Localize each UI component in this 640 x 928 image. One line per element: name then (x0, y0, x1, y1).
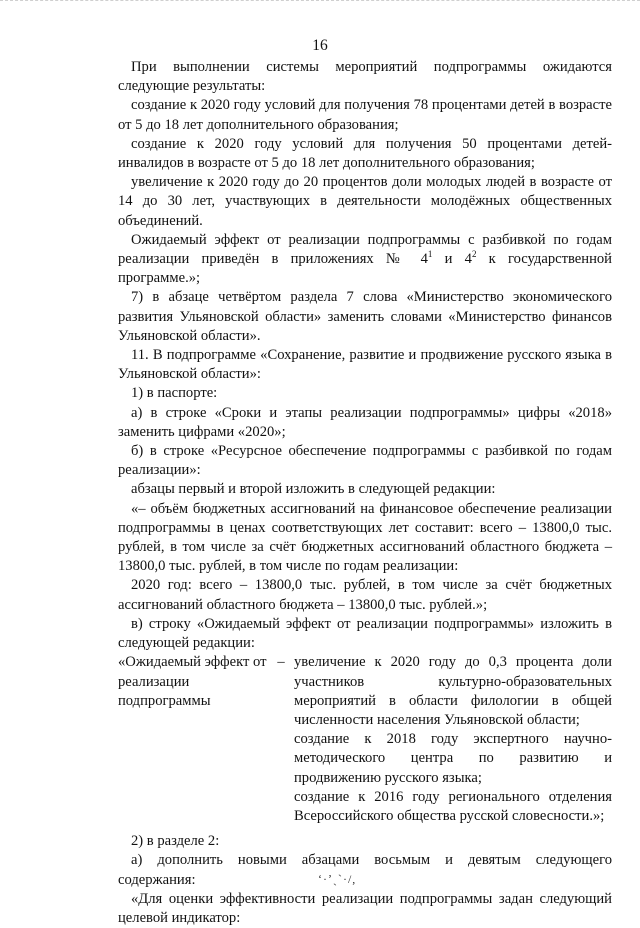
paragraph: 2) в разделе 2: (131, 833, 220, 850)
paragraph: 1) в паспорте: (131, 385, 218, 402)
paragraph: 2020 год: всего – 13800,0 тыс. рублей, в том числе за счёт бюджетных ассигнований областного бюджета – 13800,0 тыс. рублей.»; (118, 577, 612, 613)
paragraph: абзацы первый и второй изложить в следующей редакции: (131, 481, 496, 498)
paragraph: При выполнении системы мероприятий подпрограммы ожидаются следующие результаты: (118, 59, 612, 95)
paragraph: создание к 2020 году условий для получения 50 процентами детей-инвалидов в возрасте от 5 до 18 лет дополнительного образования; (118, 135, 612, 172)
paragraph-text: к государственной программе.»; (118, 251, 612, 287)
paragraph: в) строку «Ожидаемый эффект от реализации подпрограммы» изложить в следующей редакции: (118, 615, 612, 652)
paragraph: «– объём бюджетных ассигнований на финансовое обеспечение реализации подпрограммы в ценах соответствующих лет составит: всего – 13800,0 тыс. рублей, в том числе за счёт бюджетных ассигнований областного бюджета – 13800,0 тыс. рублей, в том числе по годам реализации: (118, 500, 612, 575)
row-value-item: создание к 2018 году экспертного научно-методического центра по развитию и продвижению русского языка; (294, 731, 612, 786)
row-label: «Ожидаемый эффект от реализации подпрограммы (118, 654, 267, 709)
row-value (294, 653, 612, 826)
document-body (118, 58, 612, 928)
expected-effect-row (118, 653, 612, 826)
paragraph: б) в строке «Ресурсное обеспечение подпрограммы с разбивкой по годам реализации»: (118, 443, 612, 479)
paragraph: «Для оценки эффективности реализации подпрограммы задан следующий целевой индикатор: (118, 890, 612, 926)
superscript: 1 (427, 249, 433, 260)
handwritten-initials: ʻ·ʼˎˋ·/, (318, 872, 357, 886)
paragraph: 7) в абзаце четвёртом раздела 7 слова «Министерство экономического развития Ульяновской области» заменить словами «Министерство финансов Ульяновской области». (118, 289, 612, 344)
page-number: 16 (312, 37, 328, 54)
paragraph: 11. В подпрограмме «Сохранение, развитие и продвижение русского языка в Ульяновской области»: (118, 347, 612, 383)
row-value-item: создание к 2016 году регионального отделения Всероссийского общества русской словесности.»; (294, 788, 612, 824)
row-dash: – (277, 654, 285, 671)
paragraph: а) в строке «Сроки и этапы реализации подпрограммы» цифры «2018» заменить цифрами «2020»; (118, 404, 612, 440)
superscript: 2 (471, 249, 477, 260)
paragraph-text: Ожидаемый эффект от реализации подпрограммы с разбивкой по годам реализации приведён в приложениях № 4 (118, 231, 612, 268)
paragraph: создание к 2020 году условий для получения 78 процентами детей в возрасте от 5 до 18 лет дополнительного образования; (118, 97, 612, 133)
paragraph-with-superscripts (118, 231, 612, 289)
scan-edge-marks (0, 0, 640, 11)
paragraph-text: и 4 (432, 251, 472, 268)
paragraph: увеличение к 2020 году до 20 процентов доли молодых людей в возрасте от 14 до 30 лет, участвующих в деятельности молодёжных общественных объединений. (118, 174, 612, 229)
paragraph: а) дополнить новыми абзацами восьмым и девятым следующего содержания: (118, 852, 612, 888)
row-value-item: увеличение к 2020 году до 0,3 процента доли участников культурно-образовательных мероприятий в области филологии в общей численности населения Ульяновской области; (294, 654, 612, 728)
